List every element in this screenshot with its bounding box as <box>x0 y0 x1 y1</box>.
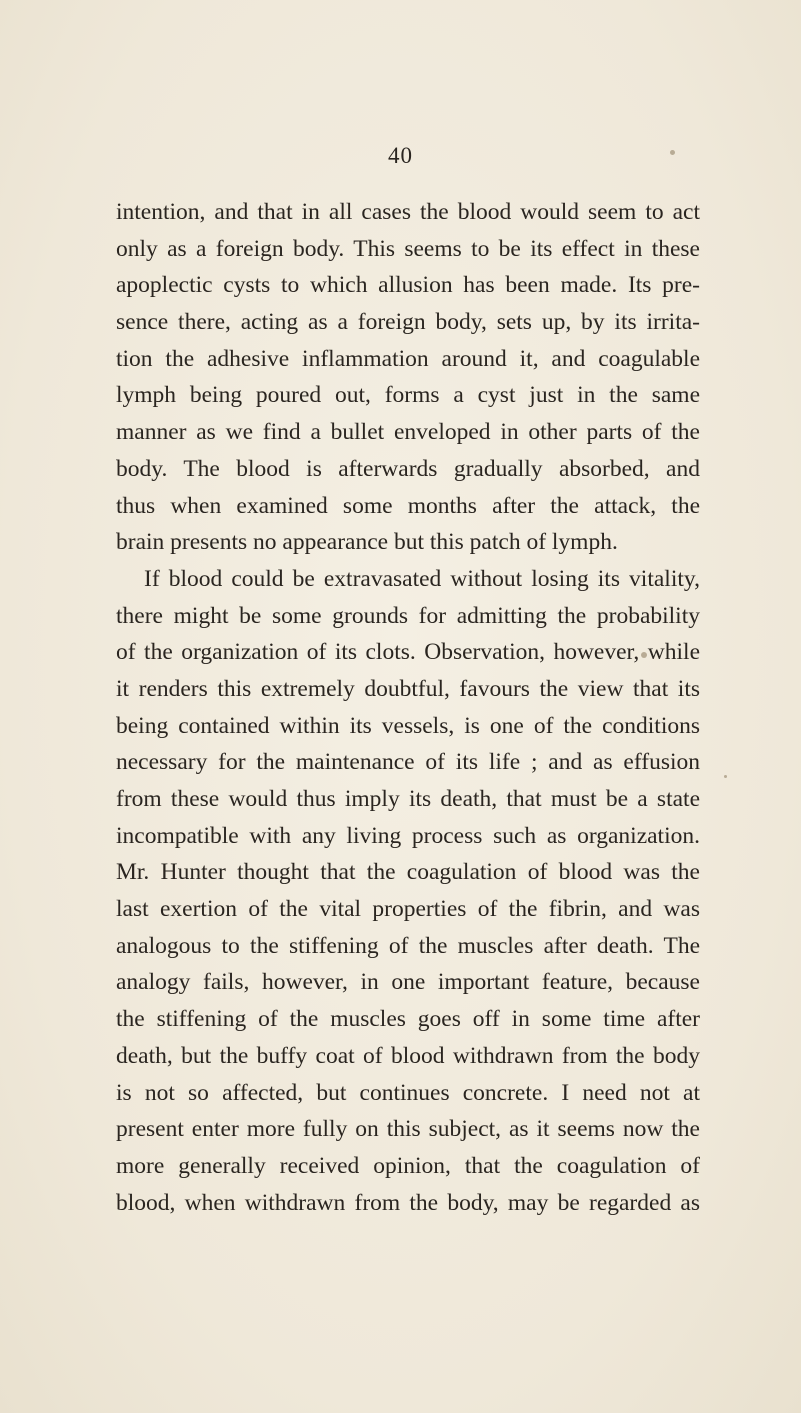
text-line: necessary for the maintenance of its life ; and as effusion <box>116 749 700 776</box>
text-line: of the organization of its clots. Observation, however, while <box>116 639 700 666</box>
text-line: manner as we find a bullet enveloped in other parts of the <box>116 419 700 446</box>
text-line: analogy fails, however, in one important feature, because <box>116 969 700 996</box>
text-line: present enter more fully on this subject, as it seems now the <box>116 1116 700 1143</box>
text-line: Mr. Hunter thought that the coagulation of blood was the <box>116 859 700 886</box>
text-line: body. The blood is afterwards gradually absorbed, and <box>116 455 700 482</box>
text-line: analogous to the stiffening of the muscles after death. The <box>116 932 700 959</box>
text-line: incompatible with any living process such as organization. <box>116 822 700 849</box>
text-line: apoplectic cysts to which allusion has been made. Its pre- <box>116 272 700 299</box>
text-line: intention, and that in all cases the blood would seem to act <box>116 199 700 225</box>
text-line: more generally received opinion, that the coagulation of <box>116 1152 700 1179</box>
text-line: tion the adhesive inflammation around it, and coagulable <box>116 345 700 372</box>
text-line: brain presents no appearance but this patch of lymph. <box>116 529 618 556</box>
body-text <box>116 194 700 1221</box>
text-line: If blood could be extravasated without losing its vitality, <box>144 565 700 592</box>
text-line: lymph being poured out, forms a cyst just in the same <box>116 382 700 409</box>
text-line: is not so affected, but continues concrete. I need not at <box>116 1079 700 1106</box>
text-line: there might be some grounds for admitting the probability <box>116 602 700 629</box>
text-line: only as a foreign body. This seems to be its effect in these <box>116 235 700 262</box>
text-line: the stiffening of the muscles goes off in some time after <box>116 1006 700 1033</box>
text-line: sence there, acting as a foreign body, sets up, by its irrita- <box>116 309 700 336</box>
text-line: thus when examined some months after the attack, the <box>116 492 700 519</box>
text-line: blood, when withdrawn from the body, may be regarded as <box>116 1189 700 1216</box>
text-line: it renders this extremely doubtful, favours the view that its <box>116 675 700 702</box>
page-number: 40 <box>388 143 413 168</box>
text-line: last exertion of the vital properties of the fibrin, and was <box>116 896 700 923</box>
text-line: being contained within its vessels, is one of the conditions <box>116 712 700 739</box>
paper-speck <box>724 775 727 778</box>
text-line: from these would thus imply its death, that must be a state <box>116 786 700 812</box>
text-line: death, but the buffy coat of blood withdrawn from the body <box>116 1042 700 1069</box>
